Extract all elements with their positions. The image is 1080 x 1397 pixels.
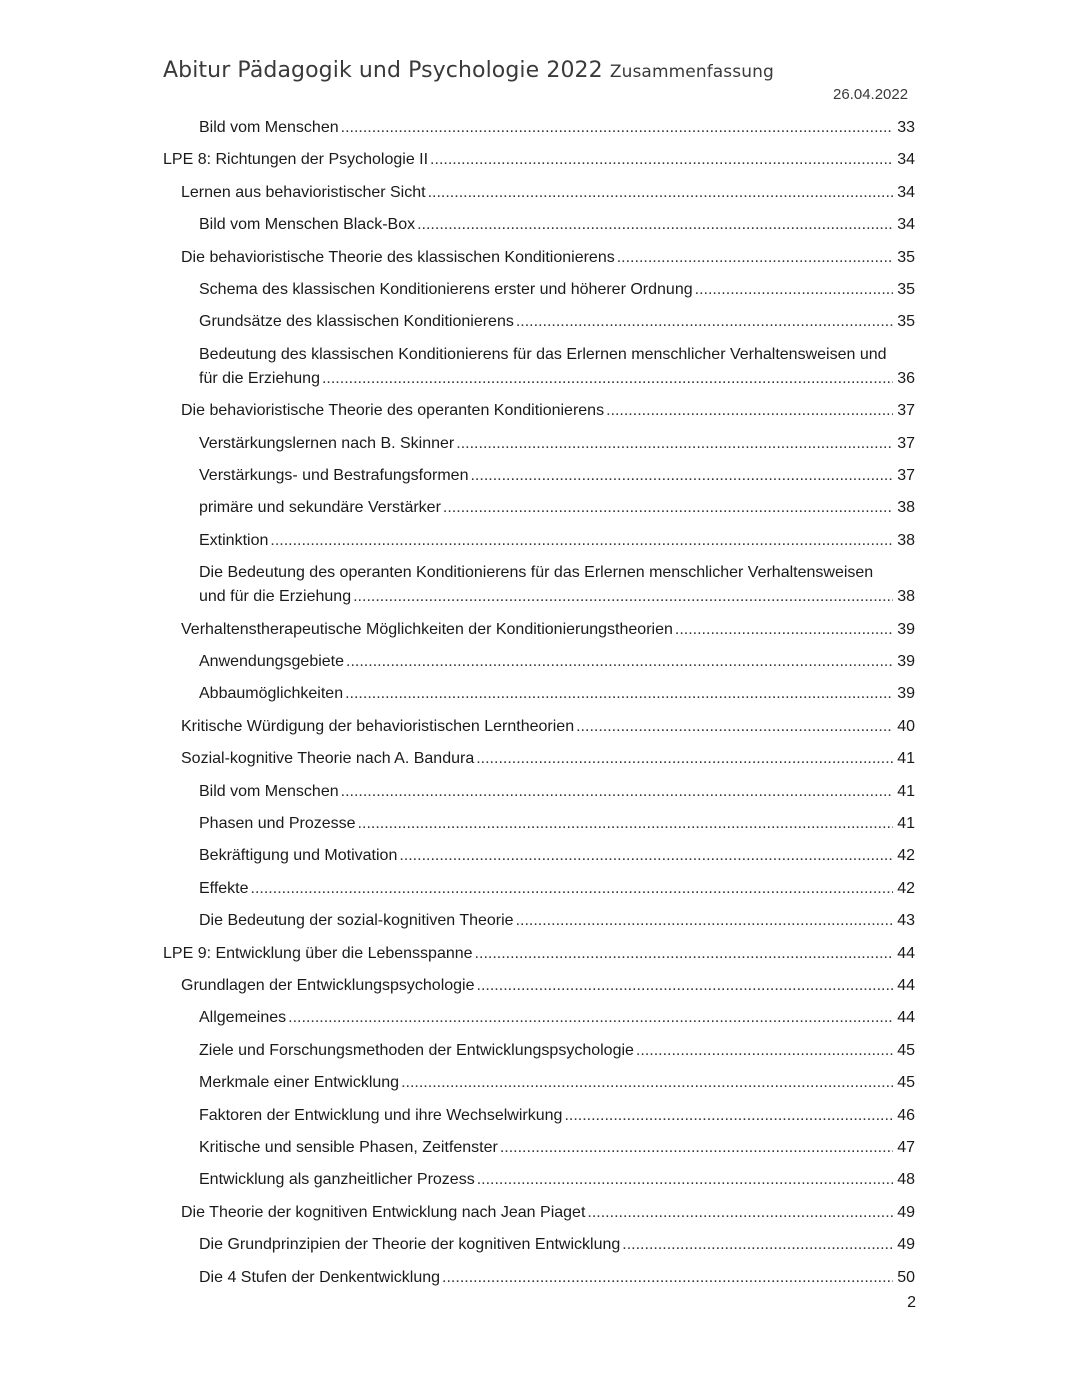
- toc-leader-dots: [456, 432, 893, 456]
- toc-entry-title: Bekräftigung und Motivation: [199, 847, 398, 865]
- toc-leader-dots: [430, 148, 893, 172]
- toc-entry-page: 37: [897, 434, 915, 452]
- toc-entry-title: Allgemeines: [199, 1009, 287, 1027]
- toc-entry-page: 44: [897, 977, 915, 994]
- toc-entry-title: Extinktion: [199, 531, 269, 549]
- toc-entry-title-line: Die Bedeutung des operanten Konditionierens für das Erlernen menschlicher Verhaltensweisen: [199, 564, 874, 582]
- toc-entry-title: LPE 9: Entwicklung über die Lebensspanne: [163, 944, 473, 962]
- toc-entry-title: und für die Erziehung: [199, 588, 352, 606]
- toc-entry-title: Phasen und Prozesse: [199, 815, 356, 832]
- toc-entry-title: Verstärkungs- und Bestrafungsformen: [199, 467, 469, 484]
- toc-leader-dots: [476, 747, 893, 771]
- toc-leader-dots: [442, 1266, 893, 1290]
- toc-entry-title: für die Erziehung: [199, 369, 320, 387]
- toc-leader-dots: [576, 715, 893, 739]
- toc-leader-dots: [475, 942, 893, 966]
- toc-entry-page: 40: [897, 717, 915, 735]
- toc-leader-dots: [345, 682, 893, 706]
- toc-leader-dots: [358, 812, 893, 836]
- toc-leader-dots: [443, 496, 893, 520]
- toc-entry-title: Die 4 Stufen der Denkentwicklung: [199, 1268, 441, 1286]
- toc-leader-dots: [401, 1071, 893, 1095]
- toc-entry-title: Verhaltenstherapeutische Möglichkeiten der Konditionierungstheorien: [181, 620, 673, 638]
- toc-entry-title: Sozial-kognitive Theorie nach A. Bandura: [181, 750, 475, 768]
- toc-entry-title: Die Theorie der kognitiven Entwicklung nach Jean Piaget: [181, 1203, 586, 1221]
- toc-entry-title: Grundlagen der Entwicklungspsychologie: [181, 977, 475, 994]
- toc-leader-dots: [353, 585, 893, 609]
- page-number: 2: [907, 1294, 916, 1311]
- toc-entry-page: 41: [897, 750, 915, 768]
- toc-entry-title: Die Bedeutung der sozial-kognitiven Theorie: [199, 912, 514, 930]
- toc-leader-dots: [341, 780, 893, 804]
- toc-leader-dots: [288, 1006, 893, 1030]
- toc-entry-title: Entwicklung als ganzheitlicher Prozess: [199, 1171, 475, 1189]
- toc-leader-dots: [270, 529, 893, 553]
- toc-entry-title: Bild vom Menschen Black-Box: [199, 216, 416, 234]
- toc-entry-title: Abbaumöglichkeiten: [199, 685, 344, 703]
- toc-leader-dots: [341, 116, 893, 140]
- document-date: 26.04.2022: [833, 86, 909, 103]
- toc-entry-title: LPE 8: Richtungen der Psychologie II: [163, 151, 429, 169]
- toc-leader-dots: [470, 464, 893, 488]
- toc-entry-page: 42: [897, 879, 915, 897]
- toc-leader-dots: [606, 399, 893, 423]
- toc-leader-dots: [622, 1233, 893, 1257]
- toc-leader-dots: [516, 909, 893, 933]
- document-title-main: Abitur Pädagogik und Psychologie 2022: [163, 58, 603, 83]
- toc-entry-title: Kritische Würdigung der behavioristischen Lerntheorien: [181, 717, 575, 735]
- toc-entry-title: Bild vom Menschen: [199, 119, 339, 136]
- toc-entry-page: 34: [897, 216, 915, 234]
- toc-entry-page: 36: [897, 369, 915, 387]
- toc-leader-dots: [695, 278, 893, 302]
- toc-entry-page: 35: [897, 248, 915, 266]
- toc-leader-dots: [399, 844, 893, 868]
- toc-entry-page: 49: [897, 1236, 915, 1254]
- toc-leader-dots: [500, 1136, 893, 1160]
- toc-entry-title-line: Bedeutung des klassischen Konditionierens für das Erlernen menschlicher Verhaltensweisen und: [199, 345, 887, 363]
- toc-entry-page: 48: [897, 1171, 915, 1189]
- toc-entry-page: 34: [897, 183, 915, 201]
- toc-leader-dots: [477, 974, 893, 998]
- toc-leader-dots: [617, 246, 893, 270]
- toc-entry-page: 39: [897, 653, 915, 670]
- toc-entry-title: Schema des klassischen Konditionierens erster und höherer Ordnung: [199, 281, 693, 298]
- toc-entry-page: 38: [897, 531, 915, 549]
- toc-leader-dots: [477, 1168, 893, 1192]
- toc-entry-page: 45: [897, 1074, 915, 1092]
- toc-entry-page: 41: [897, 815, 915, 832]
- document-title: [163, 58, 774, 83]
- toc-entry-page: 42: [897, 847, 915, 865]
- toc-entry-title: Kritische und sensible Phasen, Zeitfenster: [199, 1139, 498, 1156]
- toc-entry-title: primäre und sekundäre Verstärker: [199, 499, 441, 517]
- toc-entry-title: Ziele und Forschungsmethoden der Entwicklungspsychologie: [199, 1041, 634, 1059]
- toc-entry-page: 49: [897, 1203, 915, 1221]
- toc-entry-title: Verstärkungslernen nach B. Skinner: [199, 434, 455, 452]
- toc-entry-title: Lernen aus behavioristischer Sicht: [181, 183, 426, 201]
- toc-entry-title: Bild vom Menschen: [199, 782, 339, 800]
- toc-entry-page: 35: [897, 281, 915, 298]
- toc-leader-dots: [675, 618, 893, 642]
- toc-leader-dots: [346, 650, 893, 674]
- toc-leader-dots: [564, 1104, 893, 1128]
- toc-leader-dots: [428, 181, 893, 205]
- toc-entry-page: 50: [897, 1268, 915, 1286]
- toc-entry-page: 38: [897, 588, 915, 606]
- toc-entry-page: 45: [897, 1041, 915, 1059]
- toc-entry-page: 47: [897, 1139, 915, 1156]
- toc-entry-title: Grundsätze des klassischen Konditionierens: [199, 313, 514, 331]
- toc-entry-page: 34: [897, 151, 915, 169]
- toc-entry-title: Anwendungsgebiete: [199, 653, 345, 670]
- toc-entry-page: 39: [897, 685, 915, 703]
- toc-entry-title: Faktoren der Entwicklung und ihre Wechselwirkung: [199, 1106, 563, 1124]
- document-title-subtitle: Zusammenfassung: [609, 62, 774, 82]
- toc-leader-dots: [636, 1039, 893, 1063]
- toc-entry-page: 33: [897, 119, 915, 136]
- toc-entry-page: 43: [897, 912, 915, 930]
- toc-entry-page: 38: [897, 499, 915, 517]
- toc-leader-dots: [516, 310, 893, 334]
- toc-entry-page: 37: [897, 467, 915, 484]
- toc-entry-page: 39: [897, 620, 915, 638]
- toc-leader-dots: [587, 1201, 893, 1225]
- toc-entry-page: 46: [897, 1106, 915, 1124]
- toc-entry-title: Effekte: [199, 879, 249, 897]
- toc-entry-title: Die Grundprinzipien der Theorie der kognitiven Entwicklung: [199, 1236, 621, 1254]
- toc-entry-title: Die behavioristische Theorie des klassischen Konditionierens: [181, 248, 615, 266]
- toc-entry-page: 44: [897, 1009, 915, 1027]
- toc-leader-dots: [322, 367, 893, 391]
- toc-leader-dots: [417, 213, 893, 237]
- toc-entry-page: 41: [897, 782, 915, 800]
- toc-leader-dots: [251, 877, 893, 901]
- toc-entry-title: Die behavioristische Theorie des operanten Konditionierens: [181, 402, 605, 420]
- toc-entry-title: Merkmale einer Entwicklung: [199, 1074, 400, 1092]
- toc-entry-page: 35: [897, 313, 915, 331]
- toc-entry-page: 37: [897, 402, 915, 420]
- toc-entry-page: 44: [897, 944, 915, 962]
